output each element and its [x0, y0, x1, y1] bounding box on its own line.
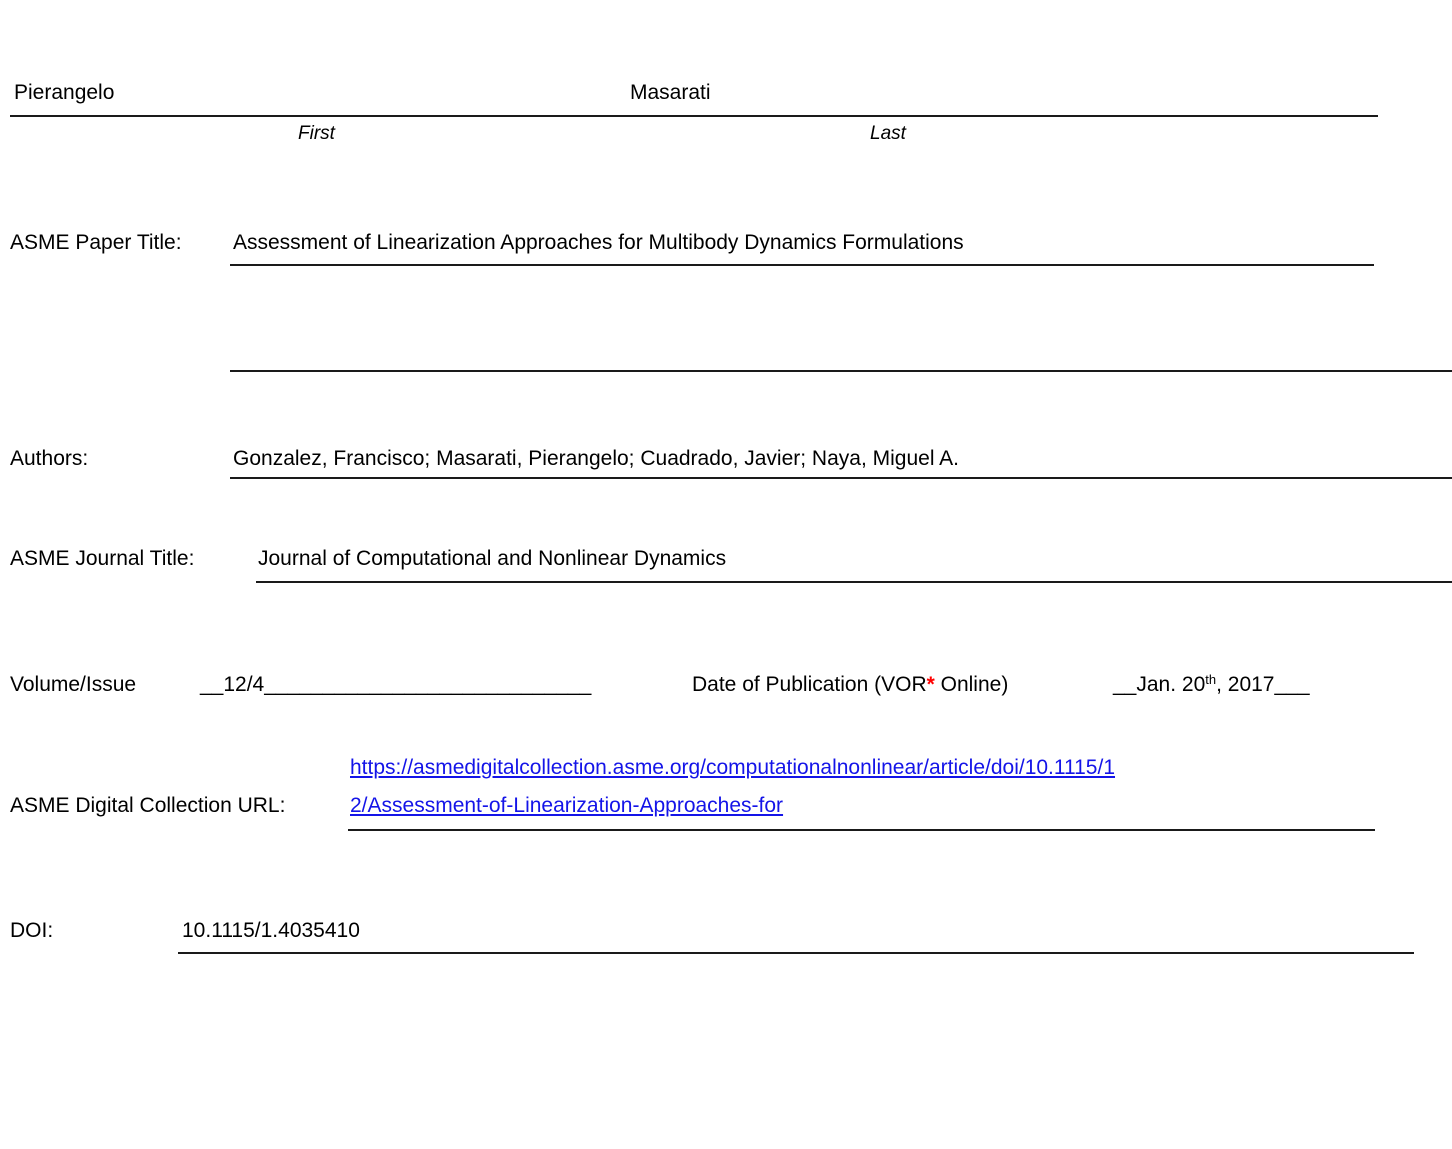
publication-date-value-suffix: , 2017___ [1216, 673, 1310, 696]
journal-title-label: ASME Journal Title: [10, 547, 195, 570]
publication-date-label-prefix: Date of Publication (VOR [692, 673, 927, 696]
last-name-value: Masarati [630, 81, 711, 104]
name-underline [10, 115, 1378, 117]
journal-title-underline [256, 581, 1452, 583]
digital-collection-url-label: ASME Digital Collection URL: [10, 794, 286, 817]
publication-date-label [692, 673, 1008, 697]
publication-date-label-suffix: Online) [934, 673, 1009, 696]
digital-collection-url-line2[interactable]: 2/Assessment-of-Linearization-Approaches-for [350, 794, 784, 817]
authors-label: Authors: [10, 447, 89, 470]
digital-collection-url-line1[interactable]: https://asmedigitalcollection.asme.org/computationalnonlinear/article/doi/10.1115/1 [350, 756, 1116, 779]
doi-label: DOI: [10, 919, 54, 942]
volume-issue-label: Volume/Issue [10, 673, 137, 696]
required-asterisk: * [926, 673, 935, 696]
volume-issue-value: __12/4____________________________ [200, 673, 592, 696]
doi-underline [178, 952, 1414, 954]
paper-title-underline [230, 264, 1374, 266]
paper-title-label: ASME Paper Title: [10, 231, 182, 254]
authors-value: Gonzalez, Francisco; Masarati, Pierangelo; Cuadrado, Javier; Naya, Miguel A. [233, 447, 960, 470]
ordinal-superscript: th [1205, 672, 1217, 687]
authors-underline [230, 477, 1452, 479]
publication-date-value [1113, 673, 1310, 699]
digital-collection-url-underline [348, 829, 1375, 831]
journal-title-value: Journal of Computational and Nonlinear Dynamics [258, 547, 727, 570]
paper-title-underline-continued [230, 370, 1452, 372]
doi-value: 10.1115/1.4035410 [182, 919, 360, 942]
first-name-caption: First [298, 123, 335, 144]
publication-date-value-prefix: __Jan. 20 [1113, 673, 1206, 696]
first-name-value: Pierangelo [14, 81, 115, 104]
last-name-caption: Last [870, 123, 906, 144]
paper-title-value: Assessment of Linearization Approaches for Multibody Dynamics Formulations [233, 231, 964, 254]
